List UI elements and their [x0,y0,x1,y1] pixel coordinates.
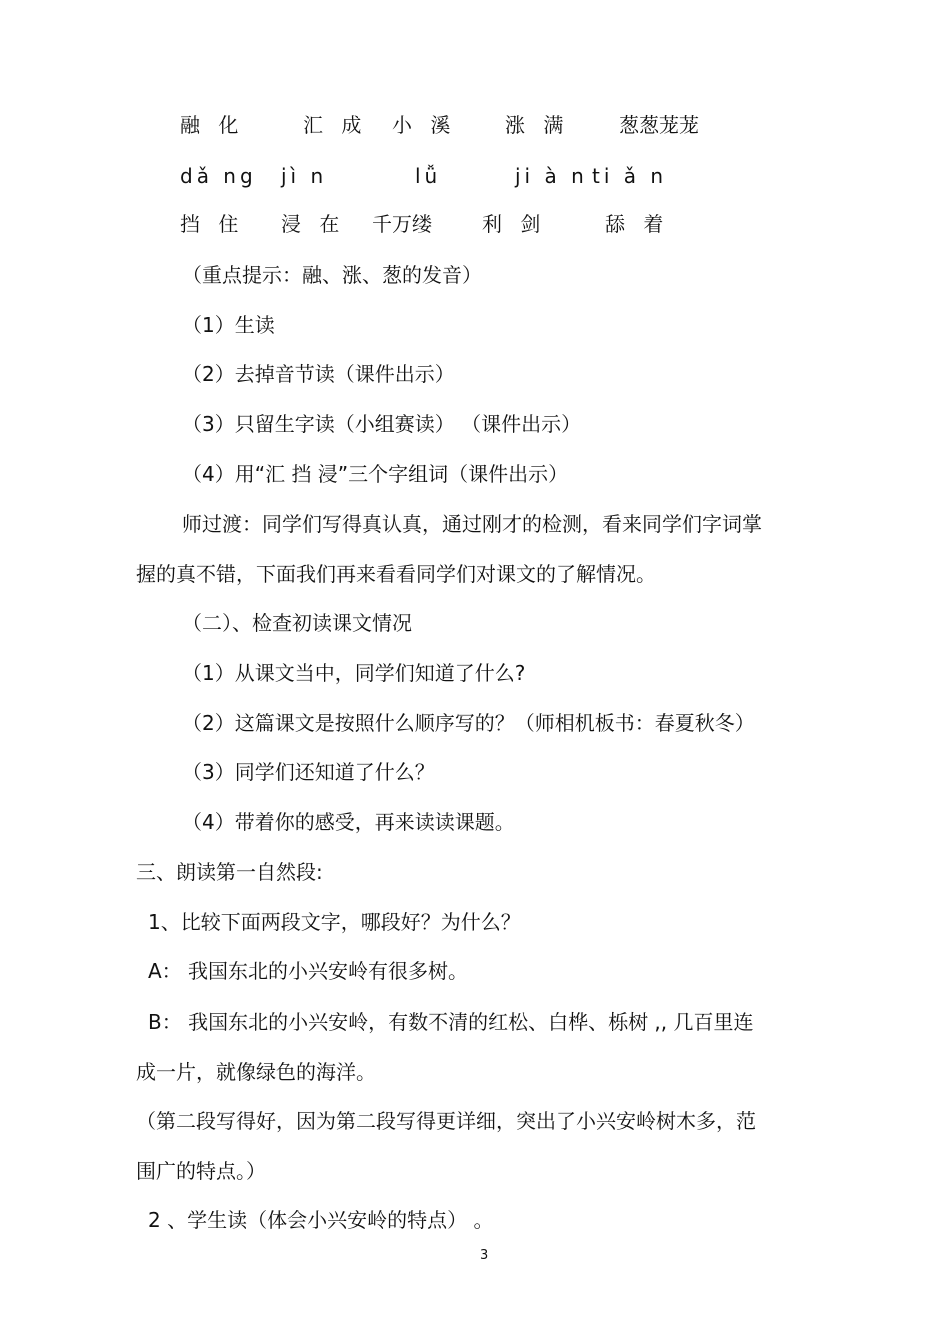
exercise-step: 2 、学生读（体会小兴安岭的特点） 。 [148,1208,494,1232]
question-item: （3）同学们还知道了什么？ [182,760,435,784]
question-item: （2）这篇课文是按照什么顺序写的？（师相机板书：春夏秋冬） [182,711,755,735]
question-item: （4）带着你的感受，再来读读课题。 [182,810,515,834]
exercise-prompt: 1、比较下面两段文字，哪段好？为什么？ [148,910,521,934]
option-a: A： 我国东北的小兴安岭有很多树。 [148,959,469,983]
pinyin-syllable: dǎ ng [180,164,257,188]
vocab-word: 涨 满 [505,113,570,137]
vocab-word: 浸 在 [281,212,346,236]
answer-text: （第二段写得好，因为第二段写得更详细，突出了小兴安岭树木多，范 [136,1109,756,1133]
answer-text-continued: 围广的特点。） [136,1159,266,1183]
pinyin-syllable: ji à n [515,164,588,188]
section-heading: 三、朗读第一自然段: [136,860,323,884]
step-item: （3）只留生字读（小组赛读） （课件出示） [182,412,582,436]
vocab-word: 小 溪 [392,113,457,137]
vocab-word: 汇 成 [303,113,368,137]
section-heading: （二）、检查初读课文情况 [182,611,412,635]
paragraph-line: 握的真不错，下面我们再来看看同学们对课文的了解情况。 [136,562,656,586]
step-item: （2）去掉音节读（课件出示） [182,362,455,386]
paragraph-line: 师过渡：同学们写得真认真，通过刚才的检测，看来同学们字词掌 [182,512,762,536]
pinyin-syllable: jì n [281,164,328,188]
vocab-word: 利 剑 [482,212,547,236]
option-b-continued: 成一片，就像绿色的海洋。 [136,1060,376,1084]
vocab-word: 千万缕 [372,212,432,236]
vocab-word: 挡 住 [180,212,245,236]
question-item: （1）从课文当中，同学们知道了什么? [182,661,526,685]
vocab-word: 葱葱茏茏 [619,113,699,137]
pinyin-syllable: ti ǎ n [592,164,668,188]
vocab-word: 融 化 [180,113,245,137]
step-item: （1）生读 [182,313,275,337]
vocab-word: 舔 着 [605,212,670,236]
option-b: B： 我国东北的小兴安岭，有数不清的红松、白桦、栎树 ,, 几百里连 [148,1010,754,1034]
step-item: （4）用“汇 挡 浸”三个字组词（课件出示） [182,462,569,486]
pinyin-syllable: lǚ [415,164,442,188]
page-number: 3 [480,1248,489,1263]
pronunciation-hint: （重点提示：融、涨、葱的发音） [182,263,482,287]
